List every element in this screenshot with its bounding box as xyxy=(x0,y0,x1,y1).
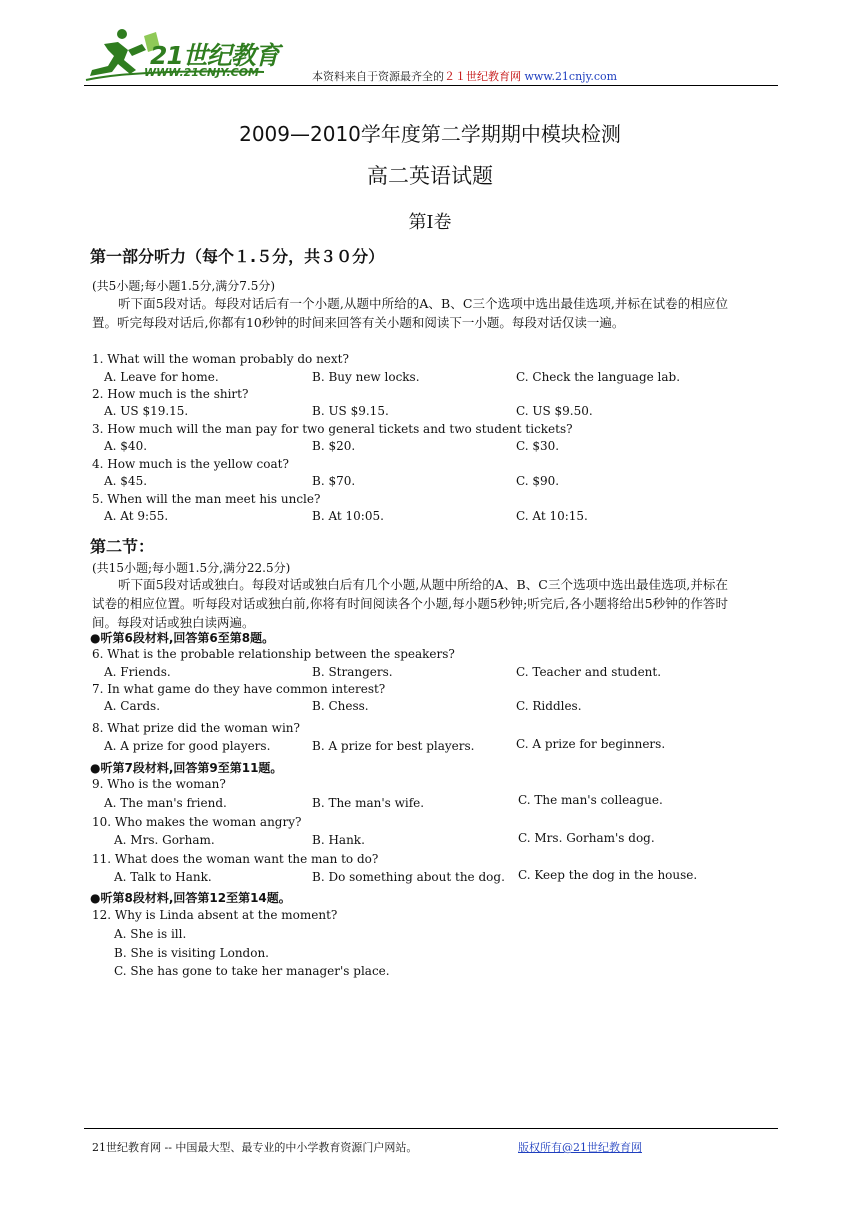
part1-heading: 第一部分听力（每个１.５分，共３０分） xyxy=(90,247,385,266)
q5-option-b: B. At 10:05. xyxy=(312,509,384,523)
question-6: 6. What is the probable relationship between the speakers? xyxy=(92,647,455,661)
question-11: 11. What does the woman want the man to do? xyxy=(92,852,379,866)
q10-option-c: C. Mrs. Gorham's dog. xyxy=(518,831,655,845)
part2-note: (共15小题;每小题1.5分,满分22.5分) xyxy=(92,561,291,575)
q11-option-c: C. Keep the dog in the house. xyxy=(518,868,698,882)
q7-option-c: C. Riddles. xyxy=(516,699,582,713)
q10-option-b: B. Hank. xyxy=(312,833,365,847)
copyright-link[interactable]: 版权所有@21世纪教育网 xyxy=(518,1141,642,1154)
part2-heading: 第二节： xyxy=(90,537,155,556)
q3-option-a: A. $40. xyxy=(104,439,148,453)
part1-note: (共5小题;每小题1.5分,满分7.5分) xyxy=(92,279,276,293)
logo-text: 21世纪教育 xyxy=(150,41,279,70)
q8-option-a: A. A prize for good players. xyxy=(104,739,271,753)
q7-option-b: B. Chess. xyxy=(312,699,369,713)
q5-option-a: A. At 9:55. xyxy=(104,509,169,523)
q1-option-c: C. Check the language lab. xyxy=(516,370,681,384)
question-9: 9. Who is the woman? xyxy=(92,777,226,791)
footer-rule xyxy=(84,1128,778,1129)
footer-text: 21世纪教育网 -- 中国最大型、最专业的中小学教育资源门户网站。 xyxy=(92,1141,418,1154)
question-10: 10. Who makes the woman angry? xyxy=(92,815,302,829)
q12-option-a: A. She is ill. xyxy=(114,927,187,941)
part1-instructions: 听下面5段对话。每段对话后有一个小题,从题中所给的A、B、C三个选项中选出最佳选项,并标在试卷的相应位置。听完每段对话后,你都有10秒钟的时间来回答有关小题和阅读下一小题。每段对话仅读一遍。 xyxy=(92,296,728,330)
exam-title: 2009—2010学年度第二学期期中模块检测 xyxy=(239,122,621,146)
group-6-heading: ●听第6段材料,回答第6至第8题。 xyxy=(90,631,275,645)
group-7-heading: ●听第7段材料,回答第9至第11题。 xyxy=(90,761,283,775)
q9-option-b: B. The man's wife. xyxy=(312,796,425,810)
question-2: 2. How much is the shirt? xyxy=(92,387,249,401)
q2-option-c: C. US $9.50. xyxy=(516,404,593,418)
question-4: 4. How much is the yellow coat? xyxy=(92,457,289,471)
q6-option-c: C. Teacher and student. xyxy=(516,665,662,679)
q7-option-a: A. Cards. xyxy=(104,699,161,713)
q2-option-a: A. US $19.15. xyxy=(104,404,189,418)
q3-option-c: C. $30. xyxy=(516,439,560,453)
q4-option-c: C. $90. xyxy=(516,474,560,488)
q1-option-a: A. Leave for home. xyxy=(104,370,219,384)
q2-option-b: B. US $9.15. xyxy=(312,404,389,418)
q12-option-c: C. She has gone to take her manager's place. xyxy=(114,964,390,978)
q8-option-c: C. A prize for beginners. xyxy=(516,737,666,751)
q11-option-b: B. Do something about the dog. xyxy=(312,870,505,884)
q11-option-a: A. Talk to Hank. xyxy=(114,870,212,884)
header-note-site: ２１世纪教育网 xyxy=(444,70,521,83)
q8-option-b: B. A prize for best players. xyxy=(312,739,475,753)
header-note xyxy=(312,68,617,84)
question-12: 12. Why is Linda absent at the moment? xyxy=(92,908,338,922)
q3-option-b: B. $20. xyxy=(312,439,356,453)
question-7: 7. In what game do they have common interest? xyxy=(92,682,386,696)
question-8: 8. What prize did the woman win? xyxy=(92,721,300,735)
q4-option-b: B. $70. xyxy=(312,474,356,488)
group-8-heading: ●听第8段材料,回答第12至第14题。 xyxy=(90,891,291,905)
part2-instructions: 听下面5段对话或独白。每段对话或独白后有几个小题,从题中所给的A、B、C三个选项中选出最佳选项,并标在试卷的相应位置。听每段对话或独白前,你将有时间阅读各个小题,每小题5秒钟;听完后,各小题将给出5秒钟的作答时间。每段对话或独白读两遍。 xyxy=(92,577,728,630)
header-note-prefix: 本资料来自于资源最齐全的 xyxy=(312,70,444,83)
question-1: 1. What will the woman probably do next? xyxy=(92,352,349,366)
header-rule xyxy=(84,85,778,86)
q6-option-b: B. Strangers. xyxy=(312,665,393,679)
q12-option-b: B. She is visiting London. xyxy=(114,946,269,960)
q5-option-c: C. At 10:15. xyxy=(516,509,588,523)
volume-label: 第Ⅰ卷 xyxy=(408,212,452,233)
exam-subtitle: 高二英语试题 xyxy=(367,164,493,188)
q9-option-a: A. The man's friend. xyxy=(104,796,227,810)
q1-option-b: B. Buy new locks. xyxy=(312,370,420,384)
q4-option-a: A. $45. xyxy=(104,474,148,488)
question-3: 3. How much will the man pay for two general tickets and two student tickets? xyxy=(92,422,573,436)
q9-option-c: C. The man's colleague. xyxy=(518,793,663,807)
question-5: 5. When will the man meet his uncle? xyxy=(92,492,321,506)
header-note-url[interactable]: www.21cnjy.com xyxy=(524,70,618,83)
q10-option-a: A. Mrs. Gorham. xyxy=(114,833,215,847)
q6-option-a: A. Friends. xyxy=(104,665,171,679)
logo-url: WWW.21CNJY.COM xyxy=(144,66,259,79)
